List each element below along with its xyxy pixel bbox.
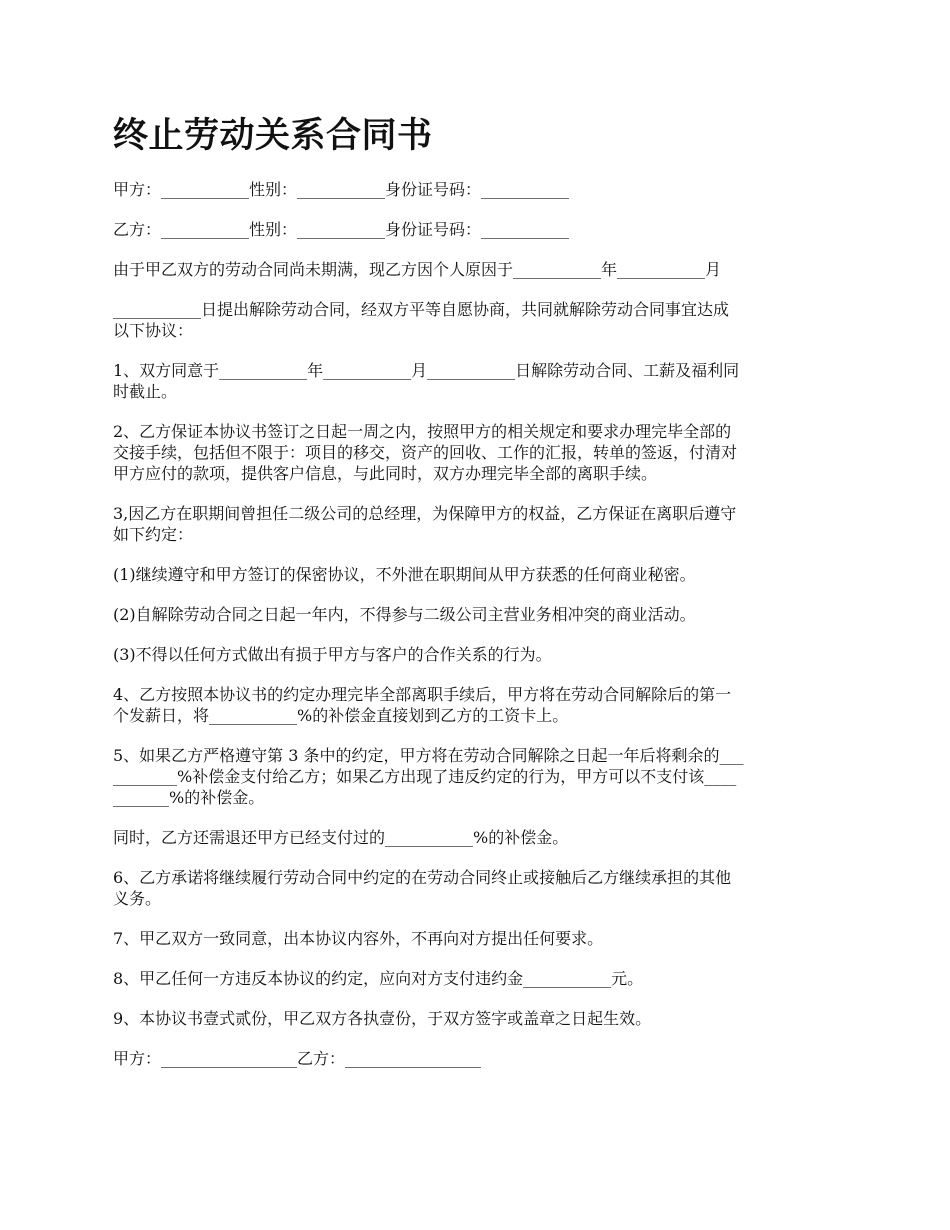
document-page	[113, 112, 841, 1088]
clause-3: 3,因乙方在职期间曾担任二级公司的总经理，为保障甲方的权益，乙方保证在离职后遵守 如下约定：	[113, 504, 737, 544]
clause-7: 7、甲乙双方一致同意，出本协议内容外，不再向对方提出任何要求。	[113, 929, 604, 948]
clause-6: 6、乙方承诺将继续履行劳动合同中约定的在劳动合同终止或接触后乙方继续承担的其他 义务。	[113, 868, 732, 908]
document-title: 终止劳动关系合同书	[113, 116, 433, 156]
clause-2: 2、乙方保证本协议书签订之日起一周之内，按照甲方的相关规定和要求办理完毕全部的 交接手续，包括但不限于：项目的移交，资产的回收、工作的汇报，转单的签返，付清对 甲方应付的款项，提供客户信息，与此同时，双方办理完毕全部的离职手续。	[113, 422, 738, 483]
clause-9: 9、本协议书壹式贰份，甲乙双方各执壹份，于双方签字或盖章之日起生效。	[113, 1009, 652, 1028]
clause-4: 4、乙方按照本协议书的约定办理完毕全部离职手续后，甲方将在劳动合同解除后的第一 个发薪日，将___________%的补偿金直接划到乙方的工资卡上。	[113, 685, 732, 725]
clause-5: 5、如果乙方严格遵守第 3 条中的约定，甲方将在劳动合同解除之日起一年后将剩余的___ ________%补偿金支付给乙方；如果乙方出现了违反约定的行为，甲方可以不支付该____ _______%的补偿金。	[113, 746, 744, 807]
preamble-line-1: 由于甲乙双方的劳动合同尚未期满，现乙方因个人原因于___________年___________月	[113, 260, 722, 279]
clause-1: 1、双方同意于___________年___________月___________日解除劳动合同、工薪及福利同 时截止。	[113, 361, 740, 401]
signature-line: 甲方：_________________乙方：_________________	[113, 1049, 482, 1068]
preamble-line-2: ___________日提出解除劳动合同，经双方平等自愿协商，共同就解除劳动合同事宜达成 以下协议：	[113, 300, 730, 340]
clause-3-item-1: (1)继续遵守和甲方签订的保密协议，不外泄在职期间从甲方获悉的任何商业秘密。	[113, 565, 696, 584]
clause-3-item-2: (2)自解除劳动合同之日起一年内，不得参与二级公司主营业务相冲突的商业活动。	[113, 605, 696, 624]
party-b-info: 乙方：___________性别：___________身份证号码：___________	[113, 220, 570, 239]
clause-3-item-3: (3)不得以任何方式做出有损于甲方与客户的合作关系的行为。	[113, 645, 552, 664]
clause-8: 8、甲乙任何一方违反本协议的约定，应向对方支付违约金___________元。	[113, 969, 644, 988]
party-a-info: 甲方：___________性别：___________身份证号码：___________	[113, 180, 570, 199]
clause-5-refund: 同时，乙方还需退还甲方已经支付过的___________%的补偿金。	[113, 828, 569, 847]
